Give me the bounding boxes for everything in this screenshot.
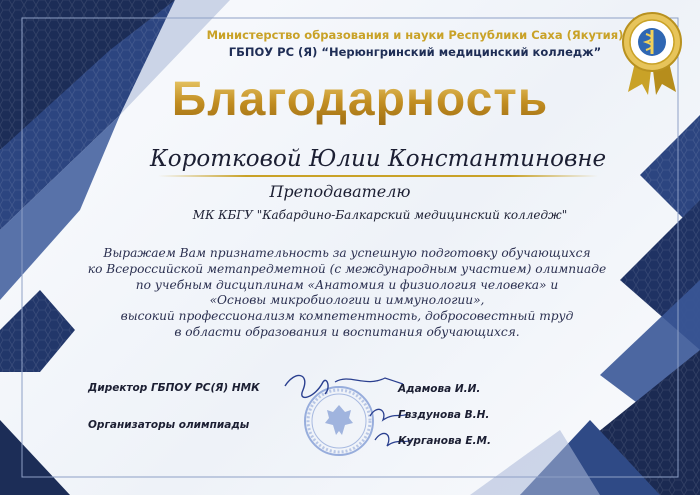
gratitude-line: высокий профессионализм компетентность, добросовестный труд: [120, 309, 574, 324]
gratitude-text: [82, 246, 612, 341]
gratitude-line: ко Всероссийской метапредметной (с международным участием) олимпиаде: [87, 261, 607, 276]
gratitude-line: «Основы микробиологии и иммунологии»,: [209, 293, 485, 308]
gratitude-line: в области образования и воспитания обучающихся.: [174, 324, 520, 339]
gratitude-line: по учебным дисциплинам «Анатомия и физиология человека» и: [135, 277, 559, 292]
college-header: ГБПОУ РС (Я) “Нерюнгринский медицинский колледж”: [228, 45, 602, 59]
organizers-label: Организаторы олимпиады: [88, 419, 250, 431]
recipient-underline: [158, 175, 598, 177]
certificate-title: Благодарность: [150, 72, 570, 127]
recipient-position: Преподавателю: [269, 182, 411, 201]
recipient-organization: МК КБГУ "Кабардино-Балкарский медицинский колледж": [192, 208, 568, 222]
shard-bottom-left: [0, 420, 70, 495]
college-emblem-badge: [618, 10, 686, 95]
signatory-name: Курганова Е.М.: [398, 435, 491, 447]
ministry-header: Министерство образования и науки Республики Саха (Якутия): [206, 28, 624, 42]
director-label: Директор ГБПОУ РС(Я) НМК: [88, 382, 260, 394]
signature-scribbles: [275, 368, 415, 473]
signatory-name: Адамова И.И.: [398, 383, 481, 395]
signatory-name: Гвздунова В.Н.: [398, 409, 490, 421]
gratitude-line: Выражаем Вам признательность за успешную подготовку обучающихся: [103, 246, 591, 260]
recipient-name: Коротковой Юлии Константиновне: [150, 146, 607, 172]
